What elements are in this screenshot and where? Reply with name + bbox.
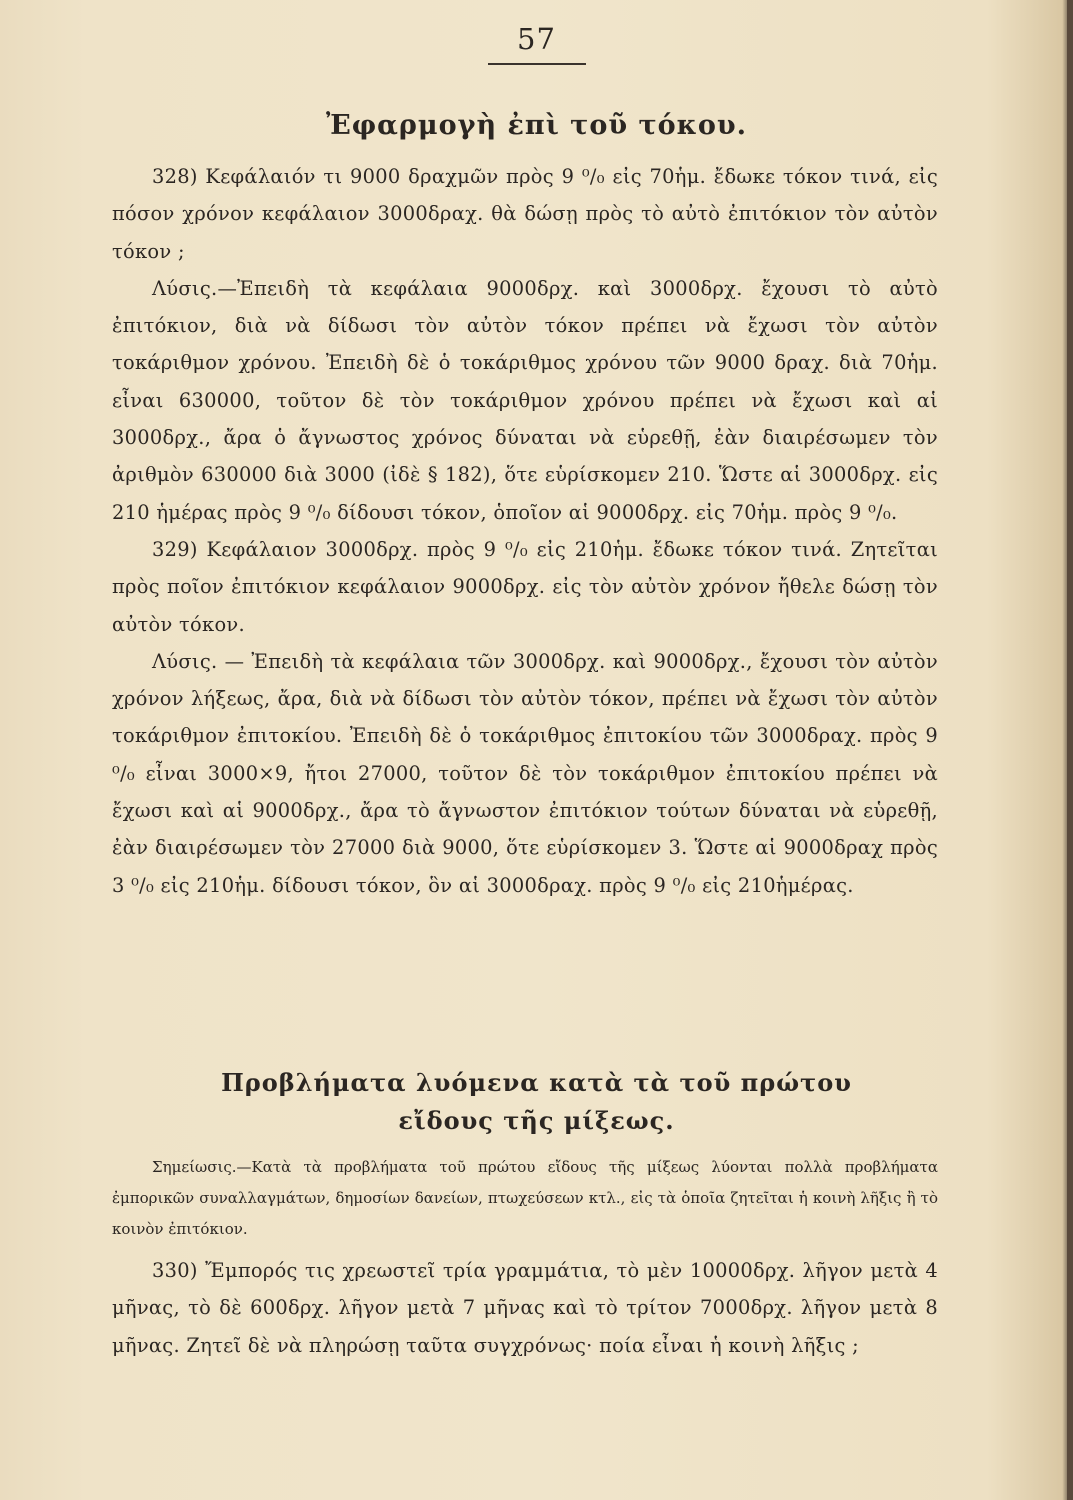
mixture-section-body	[112, 1252, 938, 1364]
problem-329: 329) Κεφάλαιον 3000δρχ. πρὸς 9 ⁰/₀ εἰς 210ἡμ. ἔδωκε τόκον τινά. Ζητεῖται πρὸς ποῖον ἐπιτόκιον κεφάλαιον 9000δρχ. εἰς τὸν αὐτὸν χρόνον ἤθελε δώσῃ τὸν αὐτὸν τόκον.	[112, 537, 938, 636]
page-number: 57	[517, 22, 556, 56]
solution-329: Λύσις. — Ἐπειδὴ τὰ κεφάλαια τῶν 3000δρχ. καὶ 9000δρχ., ἔχουσι τὸν αὐτὸν χρόνον λήξεως, ἄρα, διὰ νὰ δίδωσι τὸν αὐτὸν τόκον, πρέπει νὰ ἔχωσι τὸν αὐτὸν τοκάριθμον ἐπιτοκίου. Ἐπειδὴ δὲ ὁ τοκάριθμος ἐπιτοκίου τῶν 3000δραχ. πρὸς 9 ⁰/₀ εἶναι 3000×9, ἤτοι 27000, τοῦτον δὲ τὸν τοκάριθμον ἐπιτοκίου πρέπει νὰ ἔχωσι καὶ αἱ 9000δρχ., ἄρα τὸ ἄγνωστον ἐπιτόκιον τούτων δύναται νὰ εὑρεθῇ, ἐὰν διαιρέσωμεν τὸν 27000 διὰ 9000, ὅτε εὑρίσκομεν 3. Ὥστε αἱ 9000δραχ πρὸς 3 ⁰/₀ εἰς 210ἡμ. δίδουσι τόκον, ὃν αἱ 3000δραχ. πρὸς 9 ⁰/₀ εἰς 210ἡμέρας.	[112, 649, 938, 897]
section-heading-mixture-line1: Προβλήματα λυόμενα κατὰ τὰ τοῦ πρώτου	[221, 1068, 852, 1097]
page-edge	[1067, 0, 1073, 1500]
problem-330: 330) Ἔμπορός τις χρεωστεῖ τρία γραμμάτια, τὸ μὲν 10000δρχ. λῆγον μετὰ 4 μῆνας, τὸ δὲ 600δρχ. λῆγον μετὰ 7 μῆνας καὶ τὸ τρίτον 7000δρχ. λῆγον μετὰ 8 μῆνας. Ζητεῖ δὲ νὰ πληρώσῃ ταῦτα συγχρόνως· ποία εἶναι ἡ κοινὴ λῆξις ;	[112, 1259, 938, 1357]
solution-328: Λύσις.—Ἐπειδὴ τὰ κεφάλαια 9000δρχ. καὶ 3000δρχ. ἔχουσι τὸ αὐτὸ ἐπιτόκιον, διὰ νὰ δίδωσι τὸν αὐτὸν τόκον πρέπει νὰ ἔχωσι τὸν αὐτὸν τοκάριθμον χρόνου. Ἐπειδὴ δὲ ὁ τοκάριθμος χρόνου τῶν 9000 δραχ. διὰ 70ἡμ. εἶναι 630000, τοῦτον δὲ τὸν τοκάριθμον χρόνου πρέπει νὰ ἔχωσι καὶ αἱ 3000δρχ., ἄρα ὁ ἄγνωστος χρόνος δύναται νὰ εὑρεθῇ, ἐὰν διαιρέσωμεν τὸν ἀριθμὸν 630000 διὰ 3000 (ἰδὲ § 182), ὅτε εὑρίσκομεν 210. Ὥστε αἱ 3000δρχ. εἰς 210 ἡμέρας πρὸς 9 ⁰/₀ δίδουσι τόκον, ὁποῖον αἱ 9000δρχ. εἰς 70ἡμ. πρὸς 9 ⁰/₀.	[112, 276, 938, 524]
section-heading-mixture-line2: εἴδους τῆς μίξεως.	[398, 1106, 675, 1135]
interest-section-body	[112, 158, 938, 904]
page-number-rule	[488, 63, 586, 65]
note-paragraph	[112, 1152, 938, 1245]
note-text: Σημείωσις.—Κατὰ τὰ προβλήματα τοῦ πρώτου εἴδους τῆς μίξεως λύονται πολλὰ προβλήματα ἐμπορικῶν συναλλαγμάτων, δημοσίων δανείων, πτωχεύσεων κτλ., εἰς τὰ ὁποῖα ζητεῖται ἡ κοινὴ λῆξις ἢ τὸ κοινὸν ἐπιτόκιον.	[112, 1158, 938, 1238]
section-heading-interest: Ἐφαρμογὴ ἐπὶ τοῦ τόκου.	[325, 110, 748, 141]
problem-328: 328) Κεφάλαιόν τι 9000 δραχμῶν πρὸς 9 ⁰/₀ εἰς 70ἡμ. ἔδωκε τόκον τινά, εἰς πόσον χρόνον κεφάλαιον 3000δραχ. θὰ δώσῃ πρὸς τὸ αὐτὸ ἐπιτόκιον τὸν αὐτὸν τόκον ;	[112, 165, 938, 263]
